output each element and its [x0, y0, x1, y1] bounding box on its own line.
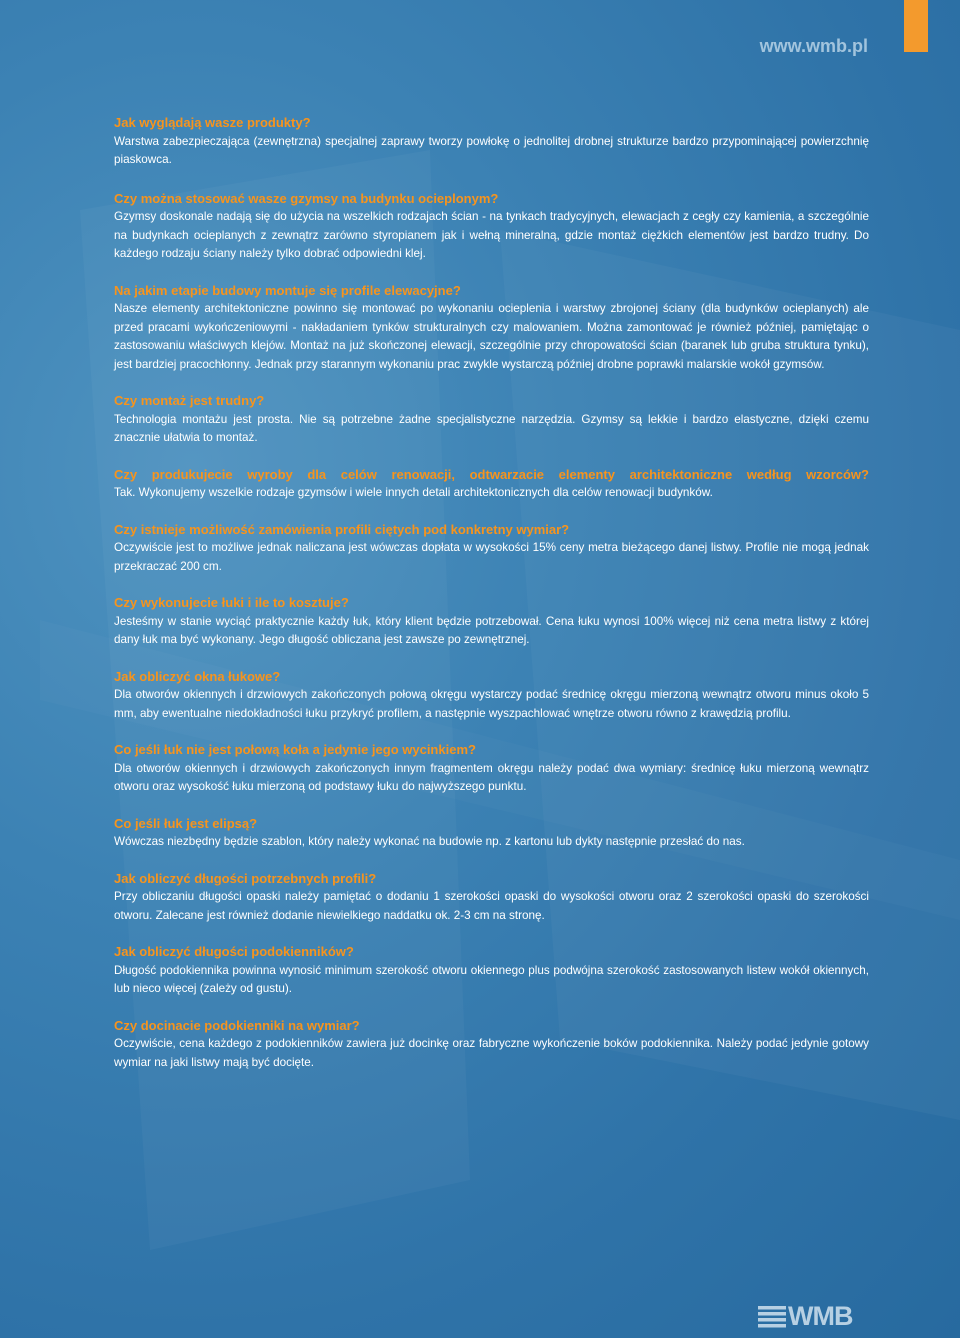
faq-list [114, 114, 869, 1090]
faq-answer: Technologia montażu jest prosta. Nie są potrzebne żadne specjalistyczne narzędzia. Gzymsy są lekkie i bardzo elastyczne, dzięki czemu znacznie ułatwia to montaż. [114, 412, 869, 444]
faq-item [114, 668, 869, 724]
faq-question: Czy istnieje możliwość zamówienia profili ciętych pod konkretny wymiar? [114, 521, 570, 537]
faq-question: Jak obliczyć długości potrzebnych profili? [114, 870, 377, 886]
faq-question: Jak wyglądają wasze produkty? [114, 115, 311, 130]
faq-answer: Długość podokiennika powinna wynosić minimum szerokość otworu okiennego plus podwójna szerokość zastosowanych listew wokół okiennych, lub nieco więcej (zależy od gustu). [114, 963, 869, 995]
faq-answer: Warstwa zabezpieczająca (zewnętrzna) specjalnej zaprawy tworzy powłokę o jednolitej drobnej strukturze bardzo przypominającej powierzchnię piaskowca. [114, 134, 869, 166]
faq-item [114, 466, 869, 503]
wmb-logo-text: WMB [788, 1301, 853, 1331]
faq-question: Czy montaż jest trudny? [114, 393, 265, 408]
faq-answer: Wówczas niezbędny będzie szablon, który należy wykonać na budowie np. z kartonu lub dykty następnie przesłać do nas. [114, 835, 745, 848]
faq-question: Czy wykonujecie łuki i ile to kosztuje? [114, 595, 349, 610]
faq-question: Na jakim etapie budowy montuje się profile elewacyjne? [114, 282, 461, 298]
faq-answer: Dla otworów okiennych i drzwiowych zakończonych połową okręgu wystarczy podać średnicę okręgu mierzoną wewnątrz otworu minus około 5 mm, aby ewentualne niedokładności łuku przykryć profilem, a następnie wyszpachlować wnętrze otworu równo z krawędzią profilu. [114, 688, 869, 720]
faq-item [114, 282, 869, 375]
site-url[interactable]: www.wmb.pl [759, 36, 868, 56]
faq-answer: Gzymsy doskonale nadają się do użycia na wszelkich rodzajach ścian - na tynkach tradycyjnych, elewacjach z cegły czy kamienia, a szczególnie na budynkach ocieplanych z zewnątrz zarówno styropianem jak i wełną mineralną, gdzie montaż ciężkich elementów jest bardzo trudny. Do każdego rodzaju ściany należy tylko dobrać odpowiedni klej. [114, 210, 869, 260]
faq-answer: Nasze elementy architektoniczne powinno się montować po wykonaniu ocieplenia i warstwy zbrojonej ściany (dla budynków ocieplanych) ale przed pracami wykończeniowymi - nakładaniem tynków strukturalnych czy malowaniem. Można zamontować je również później, pamiętając o zastosowaniu właściwych klejów. Montaż na już skończonej elewacji, szczególnie przy chropowatości ścian (baranek lub gruba struktura tynku), jest bardziej pracochłonny. Jednak przy starannym wykonaniu prac zwykle wystarczą później drobne poprawki malarskie wokół gzymsów. [114, 302, 869, 371]
faq-question: Jak obliczyć długości podokienników? [114, 944, 354, 959]
orange-accent-tab [904, 0, 928, 52]
faq-item [114, 594, 869, 650]
faq-item [114, 1017, 869, 1073]
faq-answer: Tak. Wykonujemy wszelkie rodzaje gzymsów i wiele innych detali architektonicznych dla celów renowacji budynków. [114, 486, 713, 499]
faq-question: Jak obliczyć okna łukowe? [114, 668, 281, 684]
faq-answer: Przy obliczaniu długości opaski należy pamiętać o dodaniu 1 szerokości opaski do wysokości otworu oraz 2 szerokości opaski do szerokości otworu. Zalecane jest również dodanie niewielkiego naddatku ok. 2-3 cm na stronę. [114, 890, 869, 922]
faq-answer: Jesteśmy w stanie wyciąć praktycznie każdy łuk, który klient będzie potrzebował. Cena łuku wynosi 100% więcej niż cena metra listwy z której dany łuk ma być wykonany. Jego długość obliczana jest zawsze po zewnętrznej. [114, 614, 869, 646]
faq-answer: Oczywiście jest to możliwe jednak naliczana jest wówczas dopłata w wysokości 15% ceny metra bieżącego danej listwy. Profile nie mogą jednak przekraczać 200 cm. [114, 541, 869, 573]
faq-item [114, 521, 869, 577]
faq-item [114, 114, 869, 170]
faq-question: Co jeśli łuk nie jest połową koła a jedynie jego wycinkiem? [114, 742, 476, 757]
faq-answer: Dla otworów okiennych i drzwiowych zakończonych innym fragmentem okręgu należy podać dwa wymiary: średnicę łuku mierzoną wewnątrz otworu oraz wysokość łuku mierzoną od podstawy łuku do najwyższego punktu. [114, 761, 869, 793]
faq-item [114, 392, 869, 448]
faq-question: Co jeśli łuk jest elipsą? [114, 815, 258, 831]
faq-item [114, 870, 869, 926]
faq-item [114, 943, 869, 999]
faq-item [114, 190, 869, 264]
faq-item [114, 741, 869, 797]
faq-question: Czy produkujecie wyroby dla celów renowacji, odtwarzacie elementy architektoniczne według wzorców? [114, 466, 869, 482]
faq-question: Czy docinacie podokienniki na wymiar? [114, 1017, 360, 1033]
faq-item [114, 815, 869, 852]
faq-question: Czy można stosować wasze gzymsy na budynku ocieplonym? [114, 190, 499, 206]
faq-answer: Oczywiście, cena każdego z podokienników zawiera już docinkę oraz fabryczne wykończenie boków podokiennika. Należy podać jedynie gotowy wymiar na jaki listwy mają być docięte. [114, 1037, 869, 1069]
